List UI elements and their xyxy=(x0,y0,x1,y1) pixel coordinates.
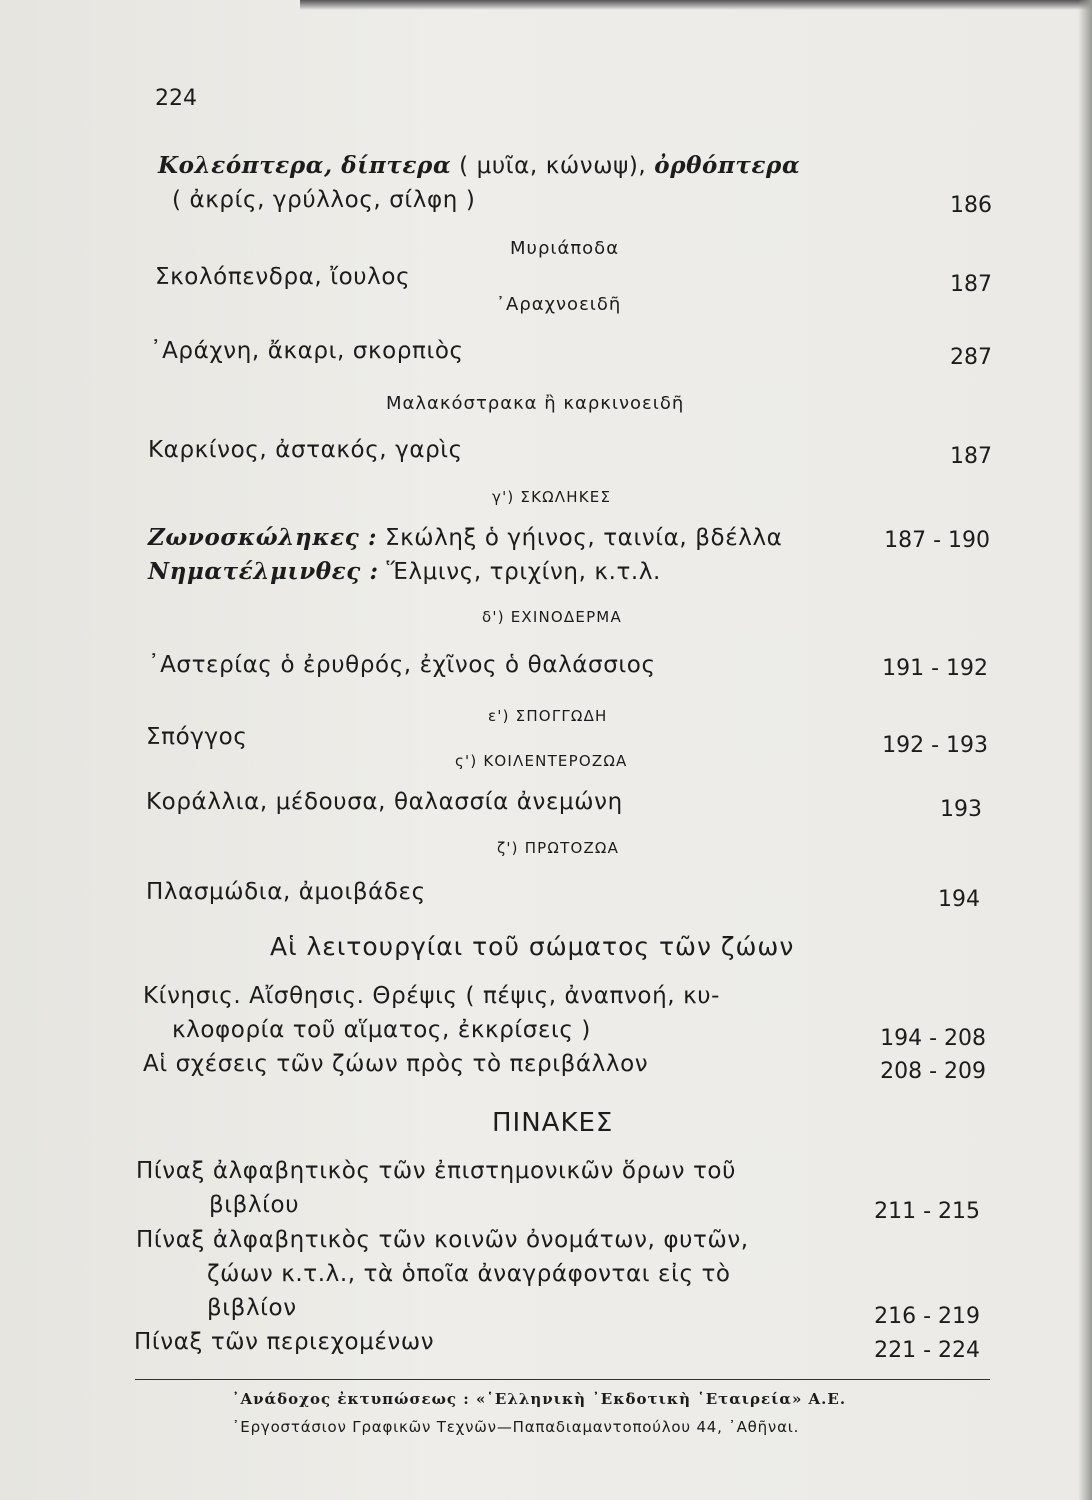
section-heading-body-functions: Αἱ λειτουργίαι τοῦ σώματος τῶν ζώων xyxy=(270,932,795,961)
toc-entry-index2-line2: ζώων κ.τ.λ., τὰ ὁποῖα ἀναγράφονται εἰς τὸ xyxy=(207,1261,731,1287)
toc-term-bold: Νηματέλμινθες : xyxy=(148,558,379,585)
toc-entry-insects-line1 xyxy=(158,152,800,179)
section-heading-arachnoidea: ᾿Αραχνοειδῆ xyxy=(496,294,622,315)
toc-page-range: 187 xyxy=(950,444,992,469)
toc-term-bold: Ζωνοσκώληκες : xyxy=(148,524,378,551)
toc-page-range: 194 xyxy=(938,887,980,912)
toc-entry-crustacea: Καρκίνος, ἀστακός, γαρὶς xyxy=(148,437,463,463)
scan-edge-shadow xyxy=(300,0,1092,10)
section-heading-worms: γ') ΣΚΩΛΗΚΕΣ xyxy=(492,488,612,506)
toc-entry-index1-line1: Πίναξ ἀλφαβητικὸς τῶν ἐπιστημονικῶν ὅρων τοῦ xyxy=(136,1158,737,1184)
toc-entry-index2-line3: βιβλίον xyxy=(207,1295,297,1321)
toc-entry-relations: Αἱ σχέσεις τῶν ζώων πρὸς τὸ περιβάλλον xyxy=(143,1051,649,1077)
toc-entry-contents: Πίναξ τῶν περιεχομένων xyxy=(134,1329,435,1355)
toc-page-range: 216 - 219 xyxy=(874,1304,980,1329)
toc-entry-arachnoidea: ᾿Αράχνη, ἄκαρι, σκορπιὸς xyxy=(150,338,464,364)
scan-edge-shadow-right xyxy=(1078,0,1092,1500)
toc-entry-worms-line1 xyxy=(148,524,782,551)
toc-page-range: 208 - 209 xyxy=(880,1059,986,1084)
toc-page-range: 186 xyxy=(950,193,992,218)
toc-entry-myriapoda: Σκολόπενδρα, ἴουλος xyxy=(155,264,411,290)
toc-page-range: 192 - 193 xyxy=(882,733,988,758)
toc-entry-index1-line2: βιβλίου xyxy=(209,1192,300,1218)
toc-text: Σκώληξ ὁ γήινος, ταινία, βδέλλα xyxy=(377,525,783,551)
toc-entry-insects-line2: ( ἀκρίς, γρύλλος, σίλφη ) xyxy=(172,187,476,213)
page-number: 224 xyxy=(155,86,197,111)
section-heading-tables: ΠΙΝΑΚΕΣ xyxy=(492,1108,614,1138)
toc-entry-worms-line2 xyxy=(148,558,661,585)
section-heading-coelenterates: ς') ΚΟΙΛΕΝΤΕΡΟΖΩΑ xyxy=(455,752,628,770)
toc-entry-coelenterates: Κοράλλια, μέδουσα, θαλασσία ἀνεμώνη xyxy=(146,789,623,815)
footer-printer: ᾿Ανάδοχος ἐκτυπώσεως : «῾Ελληνικὴ ᾿Εκδοτικὴ ῾Εταιρεία» Α.Ε. xyxy=(232,1390,847,1408)
toc-entry-protozoa: Πλασμώδια, ἀμοιβάδες xyxy=(146,879,426,905)
toc-term-bold: Κολεόπτερα, δίπτερα xyxy=(158,152,452,179)
toc-page-range: 211 - 215 xyxy=(874,1199,980,1224)
toc-page-range: 221 - 224 xyxy=(874,1338,980,1363)
toc-term-bold: ὀρθόπτερα xyxy=(654,152,801,179)
toc-text: ( μυῖα, κώνωψ), xyxy=(451,153,655,179)
toc-page-range: 187 xyxy=(950,272,992,297)
toc-entry-functions-line2: κλοφορία τοῦ αἵματος, ἐκκρίσεις ) xyxy=(172,1017,591,1043)
section-heading-crustacea: Μαλακόστρακα ἢ καρκινοειδῆ xyxy=(386,393,685,414)
toc-page-range: 194 - 208 xyxy=(880,1026,986,1051)
section-heading-echinoderms: δ') ΕΧΙΝΟΔΕΡΜΑ xyxy=(482,608,622,626)
section-heading-protozoa: ζ') ΠΡΩΤΟΖΩΑ xyxy=(497,839,620,857)
toc-entry-echinoderms: ᾿Αστερίας ὁ ἐρυθρός, ἐχῖνος ὁ θαλάσσιος xyxy=(148,652,656,678)
toc-entry-index2-line1: Πίναξ ἀλφαβητικὸς τῶν κοινῶν ὀνομάτων, φυτῶν, xyxy=(136,1227,749,1253)
toc-entry-sponges: Σπόγγος xyxy=(146,724,248,750)
toc-text: Ἕλμινς, τριχίνη, κ.τ.λ. xyxy=(378,559,661,585)
footer-address: ᾿Εργοστάσιον Γραφικῶν Τεχνῶν—Παπαδιαμαντοπούλου 44, ᾿Αθῆναι. xyxy=(232,1418,800,1436)
toc-page-range: 191 - 192 xyxy=(882,656,988,681)
footer-divider xyxy=(135,1379,990,1380)
toc-page-range: 287 xyxy=(950,345,992,370)
toc-entry-functions-line1: Κίνησις. Αἴσθησις. Θρέψις ( πέψις, ἀναπνοή, κυ- xyxy=(143,983,721,1009)
toc-page-range: 187 - 190 xyxy=(884,528,990,553)
section-heading-myriapoda: Μυριάποδα xyxy=(510,238,620,259)
section-heading-sponges: ε') ΣΠΟΓΓΩΔΗ xyxy=(488,707,608,725)
toc-page-range: 193 xyxy=(940,797,982,822)
